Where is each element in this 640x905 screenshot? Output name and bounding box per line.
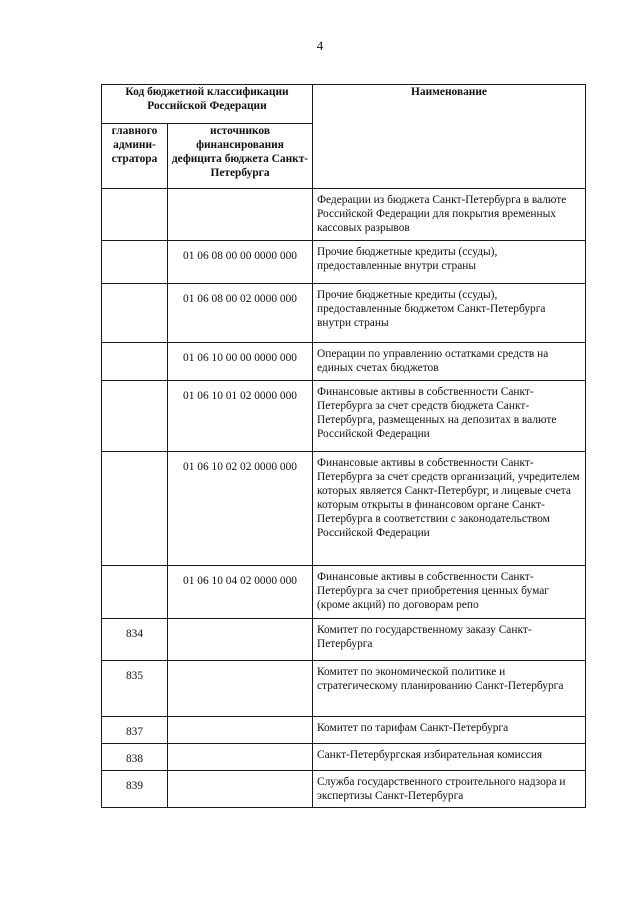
name-cell: Прочие бюджетные кредиты (ссуды), предоставленные бюджетом Санкт-Петербурга внутри страны — [313, 284, 586, 343]
source-code-cell — [168, 619, 313, 661]
table-row — [102, 284, 586, 343]
admin-code-cell — [102, 284, 168, 343]
table-row — [102, 744, 586, 771]
source-code-cell: 01 06 08 00 00 0000 000 — [168, 241, 313, 284]
source-code-cell — [168, 771, 313, 808]
source-code-cell — [168, 717, 313, 744]
admin-code-cell — [102, 452, 168, 566]
admin-code-cell — [102, 241, 168, 284]
name-cell: Финансовые активы в собственности Санкт-Петербурга за счет средств бюджета Санкт-Петербурга, размещенных на депозитах в валюте Российской Федерации — [313, 381, 586, 452]
name-cell: Федерации из бюджета Санкт-Петербурга в валюте Российской Федерации для покрытия временных кассовых разрывов — [313, 189, 586, 241]
source-code-cell: 01 06 10 02 02 0000 000 — [168, 452, 313, 566]
source-code-cell: 01 06 10 01 02 0000 000 — [168, 381, 313, 452]
source-code-cell: 01 06 10 00 00 0000 000 — [168, 343, 313, 381]
source-code-cell: 01 06 08 00 02 0000 000 — [168, 284, 313, 343]
table-row — [102, 717, 586, 744]
table-row — [102, 241, 586, 284]
table-row — [102, 381, 586, 452]
source-code-cell: 01 06 10 04 02 0000 000 — [168, 566, 313, 619]
table-row — [102, 452, 586, 566]
name-cell: Комитет по государственному заказу Санкт-Петербурга — [313, 619, 586, 661]
admin-code-cell — [102, 189, 168, 241]
name-cell: Комитет по экономической политике и стратегическому планированию Санкт-Петербурга — [313, 661, 586, 717]
name-cell: Прочие бюджетные кредиты (ссуды), предоставленные внутри страны — [313, 241, 586, 284]
admin-code-cell — [102, 566, 168, 619]
header-financing-source: источников финансирования дефицита бюджета Санкт-Петербурга — [168, 124, 313, 189]
source-code-cell — [168, 189, 313, 241]
source-code-cell — [168, 661, 313, 717]
admin-code-cell: 834 — [102, 619, 168, 661]
name-cell: Комитет по тарифам Санкт-Петербурга — [313, 717, 586, 744]
admin-code-cell: 838 — [102, 744, 168, 771]
table-body — [102, 189, 586, 808]
table-row — [102, 189, 586, 241]
page-number: 4 — [316, 38, 324, 53]
admin-code-cell: 839 — [102, 771, 168, 808]
table-row — [102, 343, 586, 381]
admin-code-cell: 837 — [102, 717, 168, 744]
header-budget-code-group: Код бюджетной классификации Российской Федерации — [102, 85, 313, 124]
table-row — [102, 566, 586, 619]
budget-classification-table — [101, 84, 586, 808]
name-cell: Финансовые активы в собственности Санкт-Петербурга за счет средств организаций, учредителем которых является Санкт-Петербург, и лицевые счета которым открыты в финансовом органе Санкт-Петербурга в соответствии с законодательством Российской Федерации — [313, 452, 586, 566]
admin-code-cell — [102, 343, 168, 381]
header-chief-administrator: главного админи-стратора — [102, 124, 168, 189]
name-cell: Финансовые активы в собственности Санкт-Петербурга за счет приобретения ценных бумаг (кроме акций) по договорам репо — [313, 566, 586, 619]
name-cell: Санкт-Петербургская избирательная комиссия — [313, 744, 586, 771]
table-row — [102, 661, 586, 717]
source-code-cell — [168, 744, 313, 771]
name-cell: Операции по управлению остатками средств на единых счетах бюджетов — [313, 343, 586, 381]
admin-code-cell — [102, 381, 168, 452]
table-row — [102, 771, 586, 808]
name-cell: Служба государственного строительного надзора и экспертизы Санкт-Петербурга — [313, 771, 586, 808]
admin-code-cell: 835 — [102, 661, 168, 717]
table-row — [102, 619, 586, 661]
header-name: Наименование — [313, 85, 586, 189]
